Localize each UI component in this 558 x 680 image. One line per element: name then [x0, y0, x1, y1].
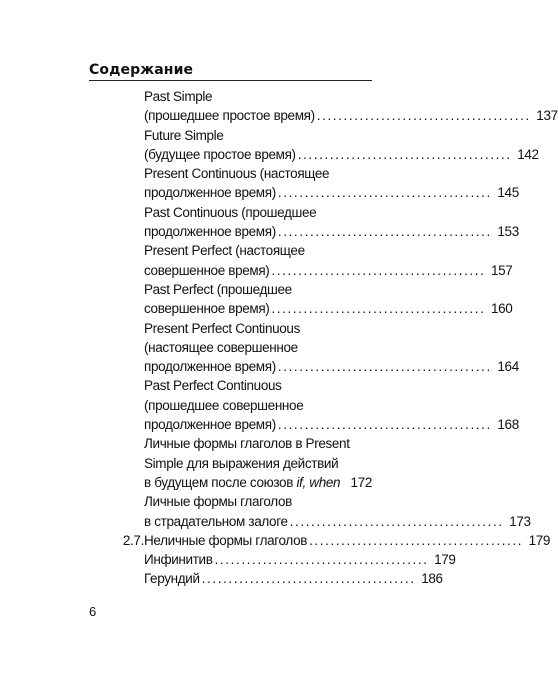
entry-text: Present Continuous (настоящее	[144, 166, 330, 182]
leader-dots: ........................................	[214, 552, 429, 568]
toc-entry[interactable]	[92, 280, 513, 319]
toc-entry[interactable]	[92, 376, 519, 434]
toc-line	[92, 183, 519, 202]
toc-line	[92, 261, 513, 280]
leader-dots: ........................................	[277, 224, 492, 240]
toc-line	[92, 126, 372, 145]
toc-line	[92, 319, 372, 338]
leader-dots: ........................................	[297, 146, 512, 162]
entry-text: Past Continuous (прошедшее	[144, 204, 317, 220]
table-of-contents	[92, 87, 558, 589]
entry-text: в страдательном залоге	[144, 513, 288, 529]
entry-text: Simple для выражения действий	[144, 455, 339, 471]
italic-conjunctions: if, when	[296, 474, 341, 490]
page-ref: 173	[509, 513, 531, 529]
entry-text: совершенное время)	[144, 262, 270, 278]
toc-line	[92, 280, 372, 299]
page-ref: 145	[497, 185, 519, 201]
toc-line	[92, 434, 372, 453]
toc-entry[interactable]	[92, 164, 519, 203]
leader-dots: ........................................	[271, 301, 486, 317]
toc-line	[92, 299, 513, 318]
toc-line	[92, 415, 519, 434]
entry-text: продолженное время)	[144, 359, 276, 375]
leader-dots: ........................................	[309, 532, 524, 548]
page-ref: 186	[421, 571, 443, 587]
page-ref: 164	[497, 359, 519, 375]
entry-text: (настоящее совершенное	[144, 339, 298, 355]
entry-text: Present Perfect (настоящее	[144, 243, 305, 259]
page-ref: 179	[434, 552, 456, 568]
toc-entry[interactable]	[92, 319, 519, 377]
leader-dots: ........................................	[289, 513, 504, 529]
toc-entry[interactable]	[92, 492, 531, 531]
entry-text: Present Perfect Continuous	[144, 320, 300, 336]
entry-text: Неличные формы глаголов	[144, 532, 308, 548]
entry-text: Герундий	[144, 571, 200, 587]
toc-line	[92, 106, 558, 125]
entry-text: Past Simple	[144, 89, 213, 104]
header-title: Содержание	[89, 62, 194, 78]
leader-dots: ........................................	[271, 262, 486, 278]
toc-line	[92, 454, 372, 473]
toc-line	[92, 569, 443, 588]
toc-entry[interactable]	[92, 203, 519, 242]
toc-line	[92, 531, 551, 550]
toc-line	[92, 396, 372, 415]
toc-line	[92, 87, 372, 106]
page-ref: 137	[536, 108, 558, 124]
toc-line	[92, 145, 539, 164]
toc-entry[interactable]	[92, 434, 372, 492]
entry-text: продолженное время)	[144, 417, 276, 433]
toc-line	[92, 376, 372, 395]
toc-entry[interactable]	[92, 87, 558, 126]
toc-entry[interactable]	[92, 531, 551, 550]
running-header	[89, 61, 372, 81]
page-ref: 157	[490, 262, 513, 278]
entry-text: (прошедшее простое время)	[144, 108, 315, 124]
entry-text: Past Perfect Continuous	[144, 378, 282, 394]
entry-text: Future Simple	[144, 127, 224, 143]
page-ref: 153	[497, 224, 519, 240]
toc-line	[92, 222, 519, 241]
entry-text: Личные формы глаголов в Present	[144, 436, 350, 452]
section-number: 2.7.	[122, 532, 144, 548]
leader-dots: ........................................	[277, 359, 492, 375]
toc-line	[92, 203, 372, 222]
entry-text: совершенное время)	[144, 301, 270, 317]
page-ref: 172	[350, 474, 372, 490]
toc-line	[92, 512, 531, 531]
page-ref: 168	[497, 417, 519, 433]
toc-line	[92, 357, 519, 376]
entry-text: Личные формы глаголов	[144, 494, 292, 510]
toc-entry[interactable]	[92, 569, 443, 588]
entry-text: Инфинитив	[144, 552, 213, 568]
toc-line	[92, 338, 372, 357]
entry-text: продолженное время)	[144, 185, 276, 201]
entry-text: (прошедшее совершенное	[144, 397, 304, 413]
page-ref: 160	[490, 301, 513, 317]
page-ref: 142	[517, 146, 539, 162]
page-ref: 179	[528, 532, 551, 548]
entry-text: в будущем после союзов	[144, 474, 294, 490]
leader-dots: ........................................	[277, 185, 492, 201]
page-number: 6	[89, 604, 97, 619]
toc-line	[92, 241, 372, 260]
toc-entry[interactable]	[92, 241, 513, 280]
entry-text: продолженное время)	[144, 224, 276, 240]
toc-entry[interactable]	[92, 550, 456, 569]
toc-line	[92, 164, 372, 183]
leader-dots: ........................................	[316, 108, 531, 124]
toc-entry[interactable]	[92, 126, 539, 165]
toc-line	[92, 473, 372, 492]
toc-line	[92, 492, 372, 511]
entry-text: (будущее простое время)	[144, 146, 296, 162]
leader-dots: ........................................	[277, 417, 492, 433]
toc-line	[92, 550, 456, 569]
entry-text: Past Perfect (прошедшее	[144, 281, 292, 297]
leader-dots: ........................................	[201, 571, 416, 587]
